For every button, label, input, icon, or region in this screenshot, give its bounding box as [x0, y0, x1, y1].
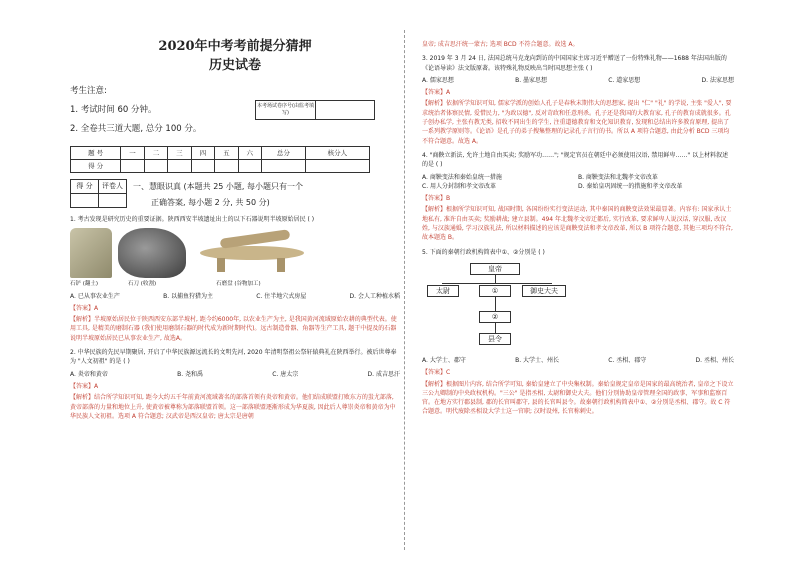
section-title-2: 正确答案, 每小题 2 分, 共 50 分) — [151, 197, 270, 207]
score-cell[interactable] — [215, 160, 238, 173]
org-line — [495, 323, 496, 333]
grader-table — [70, 179, 127, 208]
caption: 石刀 (收割) — [128, 281, 157, 288]
explanation: 【解析】半坡原始居民位于陕西西安东部半坡村, 距今约6000年, 以农业生产为主, 是我国黄河流域原始农耕的典型代表。使用工具, 是精美的磨制石器 (我们使用磨制石器的时代成为新时期时代)。远古制造骨器、角器等生产工具, 题干中提及的石器说明半坡原始居民已从事农业生产, 故选A。 — [70, 316, 397, 342]
grader-cell[interactable] — [71, 194, 99, 208]
option[interactable]: A. 炎帝和黄帝 — [70, 370, 108, 378]
answer: 【答案】A — [422, 89, 451, 97]
option[interactable]: D. 法家思想 — [701, 76, 734, 84]
score-cell[interactable] — [262, 160, 306, 173]
explanation: 【解析】结合所学知识可知, 距今大约五千年前黄河流域著名的部落首领有炎帝和黄帝。他们结成联盟打败东方的蚩尤部落, 黄帝部落的力量和地位上升, 使黄帝被尊称为部落联盟首领。这一部落联盟逐渐形成为华夏族, 因此后人尊崇炎帝和黄帝为中华民族人文初祖。选项 A 符合题意; 汉武帝是西汉皇帝; 唐太宗是唐朝 — [70, 394, 396, 420]
option[interactable]: C. 道家思想 — [608, 76, 641, 84]
org-line — [495, 297, 496, 311]
score-header: 六 — [238, 147, 261, 160]
score-cell[interactable] — [238, 160, 261, 173]
section-heading — [133, 179, 303, 209]
option[interactable]: D. 会人工种植水稻 — [349, 292, 400, 300]
page-title: 2020年中考考前提分猜押 — [158, 39, 312, 54]
option[interactable]: B. 大学士、州长 — [515, 356, 560, 364]
org-line — [495, 275, 496, 283]
option[interactable]: A. 大学士、郡守 — [422, 356, 466, 364]
option[interactable]: C. 住半地穴式房屋 — [256, 292, 307, 300]
option[interactable]: B. 墨家思想 — [515, 76, 548, 84]
score-header: 核分人 — [305, 147, 369, 160]
score-header: 二 — [144, 147, 167, 160]
option[interactable]: B. 商鞅变法和北魏孝文帝改革 — [578, 173, 658, 181]
options — [70, 292, 400, 301]
score-cell[interactable] — [121, 160, 144, 173]
question-5 — [422, 248, 734, 417]
score-header: 三 — [168, 147, 191, 160]
section-title: 一、慧眼识真 (本题共 25 小题, 每小题只有一个 — [133, 182, 304, 192]
score-cell[interactable] — [191, 160, 214, 173]
options — [422, 76, 734, 85]
page-subtitle: 历史试卷 — [208, 58, 261, 74]
org-box-taiwei: 太尉 — [427, 285, 459, 297]
question-text: 5. 下面的秦朝行政机构简表中①、②分别是 ( ) — [422, 248, 545, 256]
score-cell[interactable] — [168, 160, 191, 173]
question-4 — [422, 151, 734, 243]
option[interactable]: A. 已从事农业生产 — [70, 292, 120, 300]
grader-label: 评卷人 — [99, 180, 127, 194]
artifact-images — [70, 228, 400, 278]
question-2 — [70, 348, 400, 421]
option[interactable]: C. 唐太宗 — [272, 370, 299, 378]
option[interactable]: C. 用人分封制和孝文帝改革 — [422, 182, 497, 190]
explanation: 【解析】依据所学知识可知, 儒家学派的创始人孔子是春秋末期伟大的思想家, 提出 "仁" "礼" 的学说, 主张 "爱人", 要求统治者体察民情, 爱惜民力, "为政以德", 反对苛政和任意刑杀。孔子还是我国的大教育家, 孔子的教育成就很多。孔子创办私学, 主张有教无类, 招收不同出生的学生, 注重道德教育和文化知识教育, 发现和总结出许多教育原理, 提出了一系列教学原则等。《论语》是孔子的弟子搜集整理的记录孔子言行的书。所以 A 项符合题意, 由此分析 BCD 三项均不符合题意。故选 A。 — [422, 100, 732, 145]
stone-shovel-image — [70, 228, 112, 278]
score-header: 一 — [121, 147, 144, 160]
answer: 【答案】B — [422, 195, 451, 203]
continued-explanation: 皇帝; 成吉思汗统一蒙古; 选项 BCD 不符合题意。故选 A。 — [422, 41, 579, 48]
caption: 石铲 (翻土) — [70, 281, 99, 288]
grinding-stone-image — [192, 228, 312, 278]
score-header: 总分 — [262, 147, 306, 160]
options — [422, 173, 734, 192]
score-row-label: 得 分 — [71, 160, 121, 173]
score-cell[interactable] — [305, 160, 369, 173]
option[interactable]: C. 丞相、郡守 — [608, 356, 647, 364]
exam-id-field[interactable] — [316, 101, 374, 119]
option[interactable]: B. 尧和禹 — [177, 370, 204, 378]
question-text: 4. "商鞅立新法, 允许土地自由买卖; 奖励军功……"; "规定官员在朝廷中必须使用汉语, 禁用鲜卑……" 以上材料叙述的是 ( ) — [422, 151, 729, 169]
question-text: 1. 考古发现是研究历史的重要证据。陕西西安半坡遗址出土的以下石器说明半坡原始居民 ( ) — [70, 215, 315, 223]
question-text: 2. 中华民族的先民早期聚居, 开启了中华民族源远流长的文明先河, 2020 年清明祭祖公祭轩辕典礼在陕西举行。被后世尊奉为 "人文初祖" 的是 ( ) — [70, 349, 397, 366]
grader-cell[interactable] — [99, 194, 127, 208]
question-3 — [422, 54, 734, 146]
option[interactable]: D. 丞相、州长 — [695, 356, 734, 364]
options — [70, 370, 400, 379]
right-column — [422, 30, 734, 417]
score-table — [70, 146, 370, 173]
left-column — [70, 30, 400, 421]
question-text: 3. 2019 年 3 月 24 日, 法国总统马克龙向到访的中国国家主席习近平赠送了一份特殊礼物——1688 年法国出版的《论语导读》法文版原著。该特殊礼物反映出当时国思想主张 ( ) — [422, 55, 727, 72]
option[interactable]: A. 商鞅变法和秦始皇统一措施 — [422, 173, 502, 181]
image-captions — [70, 280, 400, 289]
option[interactable]: A. 儒家思想 — [422, 76, 454, 84]
exam-id-label: 本考场试卷序号(由监考填写) — [256, 101, 316, 119]
caption: 石磨盘 (谷物加工) — [216, 281, 261, 288]
answer: 【答案】C — [422, 369, 451, 377]
notice-item: 2. 全卷共三道大题, 总分 100 分。 — [70, 123, 202, 134]
org-box-1: ① — [479, 285, 511, 297]
org-box-2: ② — [479, 311, 511, 323]
grader-block — [70, 179, 400, 209]
column-divider — [404, 30, 405, 550]
org-box-emperor: 皇帝 — [470, 263, 520, 275]
options — [422, 356, 734, 365]
notice-item: 1. 考试时间 60 分钟。 — [70, 105, 157, 116]
notice-heading: 考生注意: — [70, 86, 107, 97]
score-header: 四 — [191, 147, 214, 160]
answer: 【答案】A — [70, 304, 99, 312]
org-chart — [422, 261, 734, 353]
org-line — [442, 283, 552, 284]
explanation: 【解析】根据所学知识可知, 战国时期, 各国纷纷实行变法运动, 其中秦国的商鞅变法效果最显著。内容有: 国家承认土地私有, 准许自由买卖; 奖励耕战; 建立县制。494 年北魏孝文帝迁都后, 实行改革, 要求鲜卑人说汉话, 穿汉服, 改汉姓, 与汉族通婚, 学习汉族礼法, 所以材料描述的应该是商鞅变法和孝文帝改革, 所以 B 项符合题意, 其他三项均不符合, 故本题选 B。 — [422, 206, 733, 242]
answer: 【答案】A — [70, 382, 99, 390]
org-box-county: 县令 — [479, 333, 511, 345]
score-header: 五 — [215, 147, 238, 160]
score-cell[interactable] — [144, 160, 167, 173]
exam-id-box — [255, 100, 375, 120]
option[interactable]: D. 成吉思汗 — [367, 370, 400, 378]
question-1 — [70, 215, 400, 343]
option[interactable]: B. 以捕鱼狩猎为主 — [163, 292, 214, 300]
stone-knife-image — [118, 228, 186, 278]
explanation: 【解析】根据图片内容, 结合所学可知, 秦始皇建立了中央集权制。秦始皇规定皇帝是国家的最高统治者, 皇帝之下设立三公九卿制的中央政权机构。"三公" 是指丞相, 太尉和御史大夫。他们分别协助皇帝管理全国的政事、军事和监察百官。在地方实行郡县制, 郡的长官叫郡守, 县的长官叫县令。故秦朝行政机构简表中①、②分别是丞相、郡守。故 C 符合题意。明代废除丞相设大学士这一官职; 汉时设州, 长官称刺史。 — [422, 380, 734, 416]
org-box-censor: 御史大夫 — [522, 285, 566, 297]
option[interactable]: D. 秦始皇巩固统一的措施和孝文帝改革 — [578, 182, 683, 190]
score-header: 题 号 — [71, 147, 121, 160]
grader-label: 得 分 — [71, 180, 99, 194]
